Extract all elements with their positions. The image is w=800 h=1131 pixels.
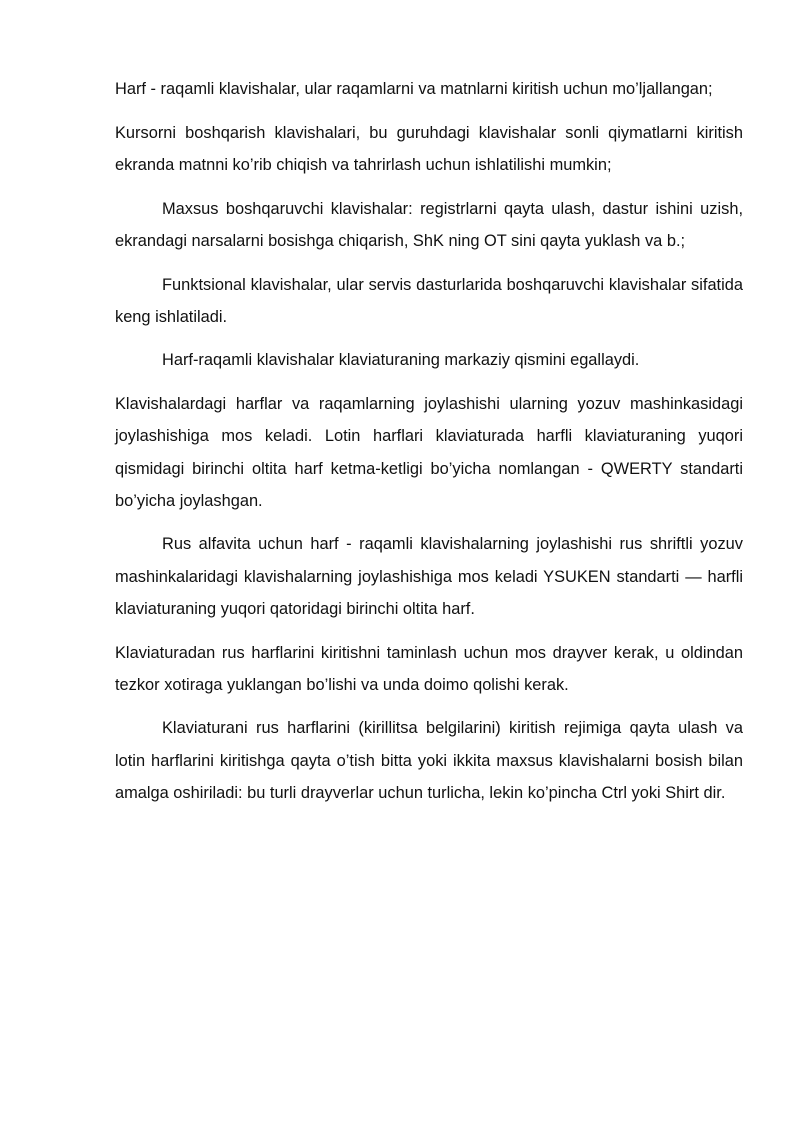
- paragraph-central-area: Harf-raqamli klavishalar klaviaturaning markaziy qismini egallaydi.: [162, 351, 640, 370]
- paragraph-qwerty-layout: Klavishalardagi harflar va raqamlarning joylashishi ularning yozuv mashinkasidagi joylashishiga mos keladi. Lotin harflari klaviaturada harfli klaviaturaning yuqori qismidagi birinchi oltita harf ketma-ketligi bo’yicha nomlangan - QWERTY standarti bo’yicha joylashgan.: [115, 395, 743, 510]
- paragraph-driver-requirement: Klaviaturadan rus harflarini kiritishni taminlash uchun mos drayver kerak, u oldindan tezkor xotiraga yuklangan bo’lishi va unda doimo qolishi kerak.: [115, 643, 743, 694]
- paragraph-layout-switching: Klaviaturani rus harflarini (kirillitsa belgilarini) kiritish rejimiga qayta ulash va lotin harflarini kiritishga qayta o’tish bitta yoki ikkita maxsus klavishalarni bosish bilan amalga oshiriladi: bu turli drayverlar uchun turlicha, lekin ko’pincha Ctrl yoki Shirt dir.: [115, 719, 743, 802]
- paragraph-special-control-keys: Maxsus boshqaruvchi klavishalar: registrlarni qayta ulash, dastur ishini uzish, ekrandagi narsalarni bosishga chiqarish, ShK ning OT sini qayta yuklash va b.;: [115, 199, 743, 250]
- paragraph-ysuken-layout: Rus alfavita uchun harf - raqamli klavishalarning joylashishi rus shriftli yozuv mashinkalaridagi klavishalarning joylashishiga mos keladi YSUKEN standarti — harfli klaviaturaning yuqori qatoridagi birinchi oltita harf.: [115, 535, 743, 618]
- paragraph-alphanumeric-keys: Harf - raqamli klavishalar, ular raqamlarni va matnlarni kiritish uchun mo’ljallangan;: [115, 80, 713, 98]
- paragraph-function-keys: Funktsional klavishalar, ular servis dasturlarida boshqaruvchi klavishalar sifatida keng ishlatiladi.: [115, 275, 743, 326]
- document-body: [115, 73, 743, 821]
- paragraph-cursor-keys: Kursorni boshqarish klavishalari, bu guruhdagi klavishalar sonli qiymatlarni kiritish ekranda matnni ko’rib chiqish va tahrirlash uchun ishlatilishi mumkin;: [115, 123, 743, 174]
